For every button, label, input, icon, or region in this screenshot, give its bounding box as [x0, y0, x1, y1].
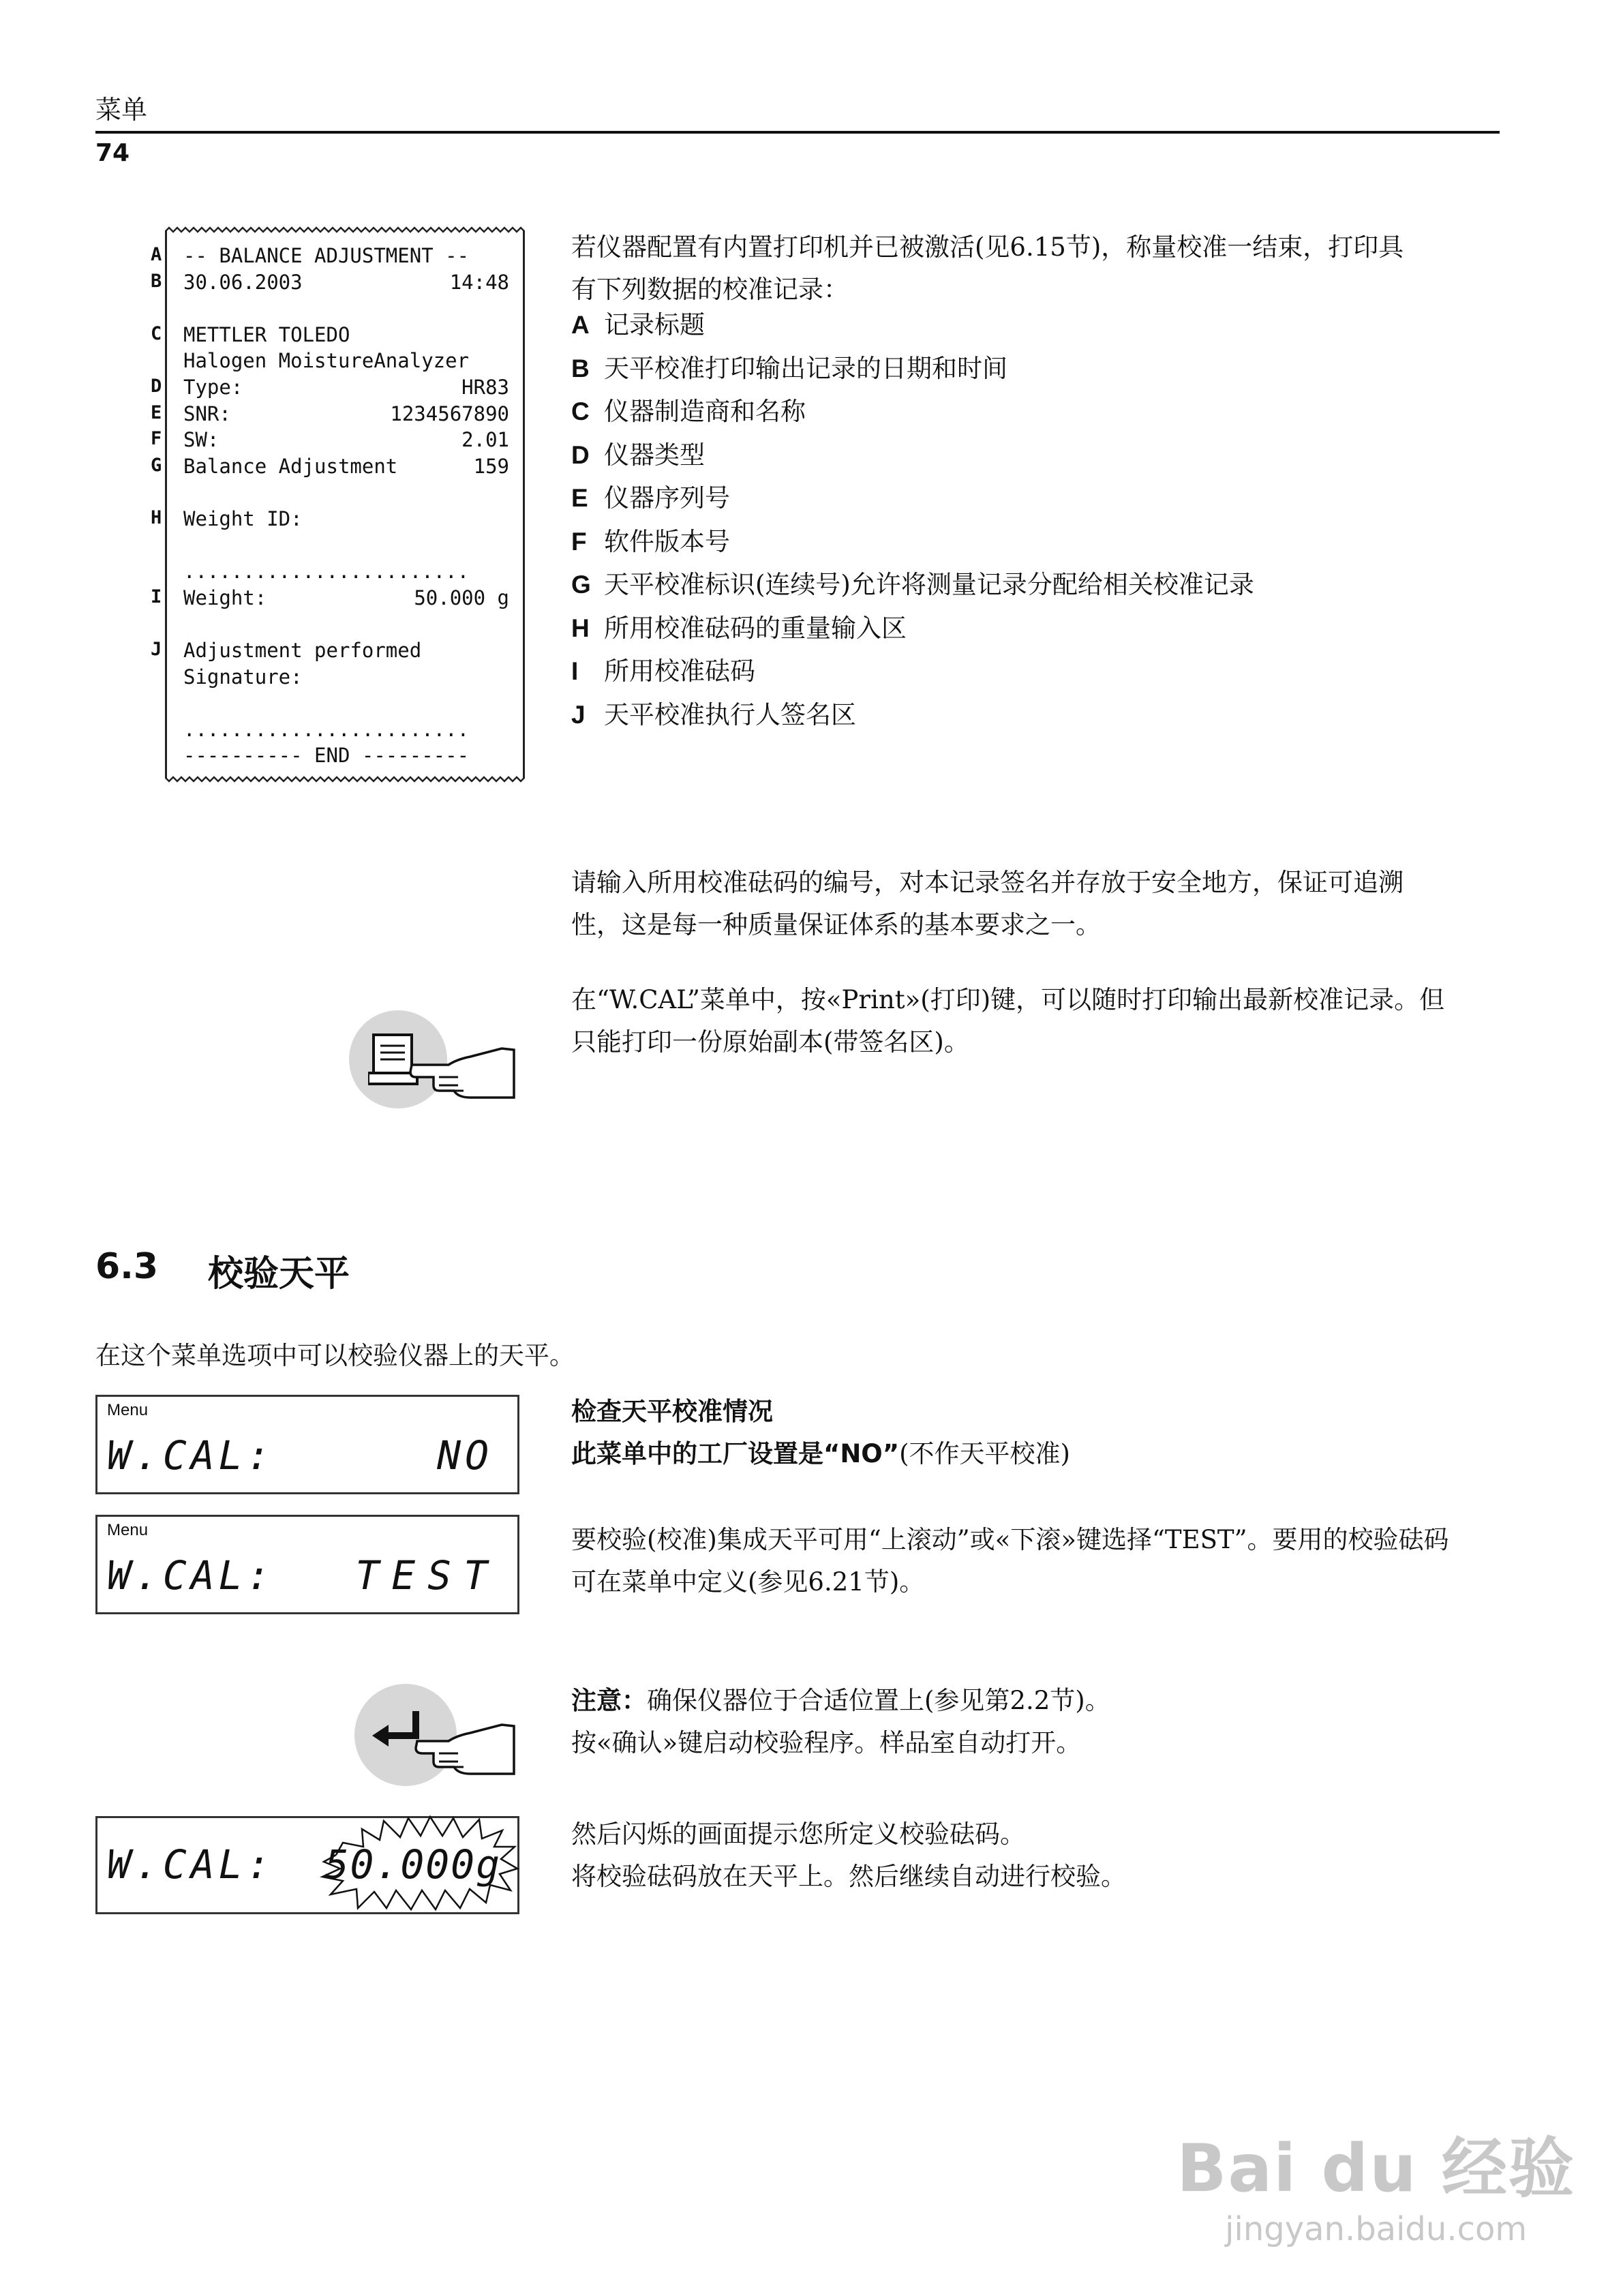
- printout-line-letter: C: [151, 322, 162, 344]
- legend-item: [571, 477, 730, 514]
- legend-key: G: [571, 571, 591, 599]
- printout-line: [183, 349, 509, 372]
- test-text-line-2: 可在菜单中定义(参见6.21节)。: [571, 1567, 925, 1597]
- sign-note: [571, 862, 1498, 946]
- section-number: 6.3: [95, 1246, 159, 1287]
- watermark-url: jingyan.baidu.com: [1225, 2210, 1528, 2248]
- printout-line: [183, 718, 509, 741]
- printout-line: [151, 586, 509, 609]
- printout-line-text: Balance Adjustment: [183, 454, 398, 478]
- running-header: 菜单: [95, 95, 148, 125]
- legend-item: [571, 694, 856, 731]
- display-wcal-test: [95, 1515, 519, 1614]
- section-intro: 在这个菜单选项中可以校验仪器上的天平。: [95, 1341, 575, 1370]
- legend-item: [571, 521, 730, 558]
- notice-label: 注意：: [571, 1686, 647, 1715]
- printout-line-letter: H: [151, 507, 162, 528]
- printout-line: [151, 639, 509, 662]
- legend-item: [571, 434, 705, 471]
- printout-line-letter: I: [151, 586, 162, 607]
- print-key-hand-icon: [368, 1023, 532, 1104]
- legend-key: D: [571, 440, 590, 469]
- print-note: [571, 979, 1498, 1063]
- legend-item: [571, 304, 705, 341]
- factory-setting: 此菜单中的工厂设置是“NO”: [571, 1439, 900, 1468]
- page-number: 74: [95, 139, 130, 167]
- legend-text: 记录标题: [604, 310, 705, 339]
- sign-note-line-2: 性，这是每一种质量保证体系的基本要求之一。: [571, 910, 1101, 939]
- printout-line-text: Adjustment performed: [183, 639, 422, 662]
- legend-item: [571, 348, 1007, 384]
- legend-text: 天平校准打印输出记录的日期和时间: [604, 353, 1007, 383]
- section-title: 校验天平: [208, 1254, 350, 1295]
- header-rule: [95, 131, 1500, 134]
- legend-item: [571, 564, 1254, 601]
- printout-line-text: Halogen MoistureAnalyzer: [183, 349, 470, 373]
- intro-line-1: 若仪器配置有内置打印机并已被激活(见6.15节)，称量校准一结束，打印具: [571, 232, 1404, 262]
- printout-line-text: ........................: [183, 717, 470, 741]
- printout-line-text: Signature:: [183, 665, 303, 689]
- printout-line: [151, 376, 509, 399]
- legend-key: F: [571, 527, 587, 556]
- torn-edge-top: [165, 225, 525, 235]
- legend-key: J: [571, 700, 586, 729]
- printout-line: [151, 270, 509, 294]
- printout-line-text: Type:: [183, 376, 243, 399]
- printout-line-text: -- BALANCE ADJUSTMENT --: [183, 244, 470, 267]
- final-line-2: 将校验砝码放在天平上。然后继续自动进行校验。: [571, 1862, 1126, 1891]
- printout-line-letter: F: [151, 428, 162, 450]
- legend-text: 仪器类型: [604, 440, 705, 470]
- printout-line: [183, 560, 509, 583]
- display-value: TEST: [355, 1552, 500, 1599]
- notice-line-2: 按«确认»键启动校验程序。样品室自动打开。: [571, 1728, 1082, 1757]
- printout-line: [151, 454, 509, 478]
- legend-key: H: [571, 614, 590, 642]
- calibration-printout: [151, 230, 525, 779]
- printout-line-text: SW:: [183, 428, 219, 452]
- legend-text: 仪器制造商和名称: [604, 397, 806, 426]
- test-text-line-1: 要校验(校准)集成天平可用“上滚动”或«下滚»键选择“TEST”。要用的校验砝码: [571, 1525, 1449, 1554]
- printout-line-text: Weight:: [183, 586, 267, 609]
- check-block: [571, 1391, 1498, 1475]
- printout-line: [151, 402, 509, 425]
- printout-line-letter: G: [151, 454, 162, 476]
- display-value: NO: [437, 1432, 493, 1479]
- final-text: [571, 1813, 1498, 1898]
- printout-line-value: 1234567890: [390, 402, 509, 425]
- display-label: W.CAL:: [107, 1552, 275, 1599]
- printout-line-value: 159: [473, 454, 509, 478]
- notice-text: 确保仪器位于合适位置上(参见第2.2节)。: [647, 1686, 1110, 1715]
- intro-line-2: 有下列数据的校准记录：: [571, 275, 849, 304]
- legend-item: [571, 607, 907, 644]
- legend-key: B: [571, 354, 590, 382]
- legend-item: [571, 650, 755, 687]
- legend-text: 软件版本号: [604, 526, 730, 556]
- printout-line-text: METTLER TOLEDO: [183, 322, 350, 346]
- printout-line: [151, 507, 509, 530]
- display-value: 50.000g: [324, 1841, 501, 1888]
- factory-setting-note: (不作天平校准): [899, 1439, 1070, 1468]
- legend-text: 天平校准标识(连续号)允许将测量记录分配给相关校准记录: [604, 570, 1254, 599]
- legend-text: 所用校准砝码: [604, 656, 755, 686]
- printout-line-text: ---------- END ---------: [183, 744, 470, 768]
- printout-line-text: SNR:: [183, 402, 231, 425]
- torn-edge-bottom: [165, 774, 525, 784]
- printout-line-value: 50.000 g: [414, 586, 509, 609]
- printout-line-value: HR83: [461, 376, 509, 399]
- legend-text: 仪器序列号: [604, 483, 730, 513]
- menu-label: Menu: [107, 1521, 149, 1539]
- legend-key: C: [571, 397, 590, 425]
- printout-line: [151, 322, 509, 346]
- legend-text: 天平校准执行人签名区: [604, 699, 856, 729]
- enter-key-hand-icon: [368, 1700, 532, 1782]
- printout-line: [151, 244, 509, 267]
- legend-text: 所用校准砝码的重量输入区: [604, 613, 907, 643]
- printout-line-letter: A: [151, 244, 162, 265]
- print-note-line-2: 只能打印一份原始副本(带签名区)。: [571, 1027, 969, 1057]
- intro-paragraph: [571, 226, 1498, 311]
- printout-line-letter: J: [151, 639, 162, 660]
- final-line-1: 然后闪烁的画面提示您所定义校验砝码。: [571, 1819, 1025, 1849]
- test-text: [571, 1519, 1512, 1603]
- printout-line-letter: B: [151, 270, 162, 292]
- printout-line: [183, 665, 509, 689]
- sign-note-line-1: 请输入所用校准砝码的编号，对本记录签名并存放于安全地方，保证可追溯: [571, 868, 1404, 897]
- legend-key: I: [571, 657, 579, 685]
- display-label: W.CAL:: [107, 1841, 275, 1888]
- printout-line-text: ........................: [183, 560, 470, 584]
- legend-key: A: [571, 311, 590, 339]
- legend-item: [571, 391, 806, 427]
- display-wcal-weight: [95, 1816, 519, 1914]
- printout-line-text: 30.06.2003: [183, 270, 303, 294]
- printout-line: [183, 744, 509, 767]
- printout-line-letter: D: [151, 376, 162, 397]
- printout-line-text: Weight ID:: [183, 507, 303, 530]
- watermark: [1177, 2117, 1575, 2248]
- display-wcal-no: [95, 1395, 519, 1494]
- menu-label: Menu: [107, 1401, 149, 1419]
- display-label: W.CAL:: [107, 1432, 275, 1479]
- watermark-brand: Bai du 经验: [1177, 2130, 1575, 2207]
- check-heading: 检查天平校准情况: [571, 1397, 773, 1426]
- notice-block: [571, 1680, 1498, 1764]
- printout-line-letter: E: [151, 402, 162, 423]
- legend-key: E: [571, 484, 588, 512]
- printout-line-value: 14:48: [449, 270, 509, 294]
- print-note-line-1: 在“W.CAL”菜单中，按«Print»(打印)键，可以随时打印输出最新校准记录。但: [571, 985, 1445, 1014]
- printout-line-value: 2.01: [461, 428, 509, 452]
- printout-line: [151, 428, 509, 452]
